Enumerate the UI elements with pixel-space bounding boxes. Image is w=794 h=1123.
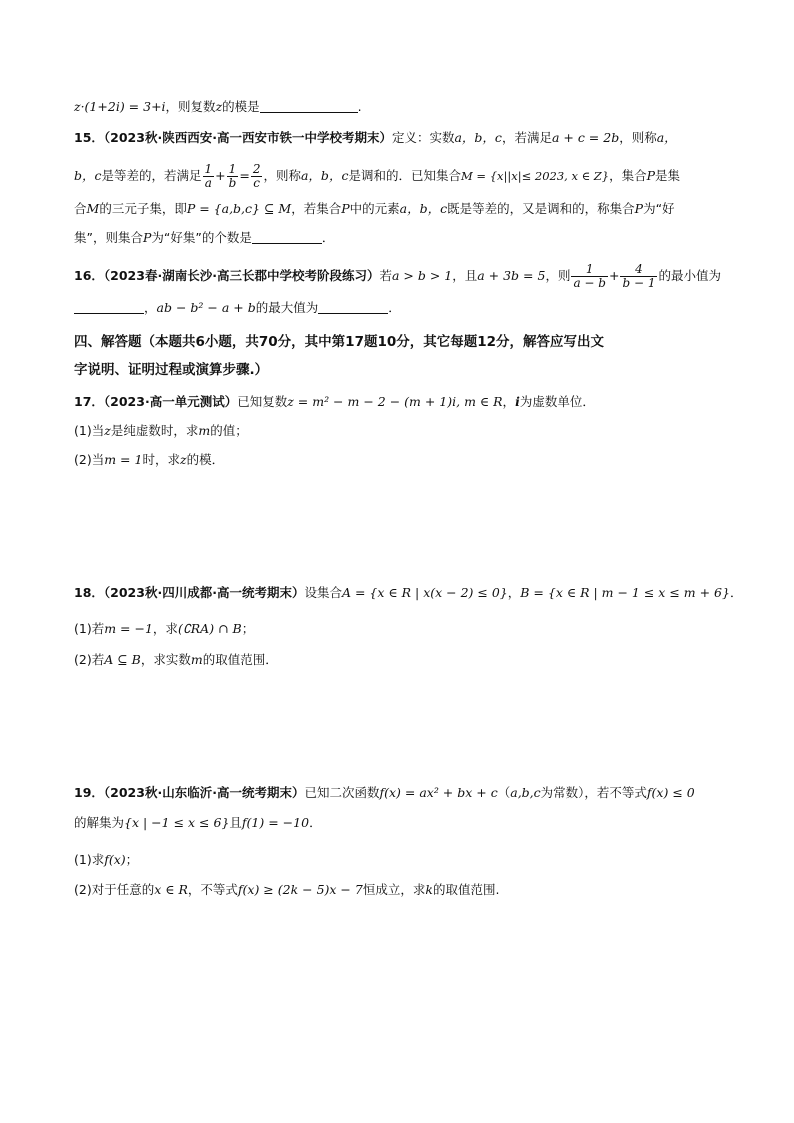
q15-line-2 <box>74 163 734 190</box>
q18-text: ； <box>241 621 255 636</box>
q15-math: b，c <box>74 168 102 183</box>
q19-source: （2023秋·山东临沂·高一统考期末） <box>103 785 305 800</box>
fraction <box>203 163 215 190</box>
q16-math: ab − b² − a + b <box>156 300 256 315</box>
q14-text: ，则复数 <box>165 99 216 114</box>
q17-math: m <box>198 423 211 438</box>
q15-text: 定义：实数 <box>391 130 455 145</box>
fraction <box>620 263 657 290</box>
numerator: 4 <box>620 263 657 277</box>
q15-text: 中的元素 <box>349 201 400 216</box>
q16-line-2 <box>74 298 734 318</box>
answer-blank[interactable] <box>252 229 322 244</box>
q17-math: z <box>104 423 111 438</box>
q19-math: f(x) <box>104 852 126 867</box>
q16-text: 若 <box>379 268 392 283</box>
q19-line-2 <box>74 813 734 833</box>
q19-math: f(x) ≤ 0 <box>646 785 695 800</box>
numerator: 1 <box>571 263 608 277</box>
q16-end: ． <box>388 300 401 315</box>
q19-text: 的解集为 <box>74 815 125 830</box>
q15-text: 是等差的，若满足 <box>101 168 202 183</box>
q18-text: (1)若 <box>74 621 105 636</box>
q19-text: ； <box>125 852 139 867</box>
q14-end: . <box>357 99 362 114</box>
q18-math: A = {x ∈ R | x(x − 2) ≤ 0} <box>341 585 508 600</box>
q15-number: 15． <box>74 130 104 145</box>
q19-text: 恒成立，求 <box>362 882 426 897</box>
q18-math: (∁RA) ∩ B <box>177 621 242 636</box>
q19-text: 的取值范围. <box>432 882 500 897</box>
q17-text: 为虚数单位． <box>519 394 595 409</box>
q17-text: 是纯虚数时，求 <box>110 423 199 438</box>
q15-math: P <box>341 201 350 216</box>
q15-line-1 <box>74 128 734 148</box>
q17-math: z <box>179 452 187 467</box>
q15-math: a，b，c <box>454 130 502 145</box>
q17-math: z = m² − m − 2 − (m + 1)i, m ∈ R <box>287 394 503 409</box>
q17-number: 17． <box>74 394 104 409</box>
denominator: b <box>228 176 237 190</box>
denominator: c <box>253 176 261 190</box>
q19-text: (1)求 <box>74 852 105 867</box>
q15-math: P <box>634 201 644 216</box>
q16-number: 16． <box>74 268 104 283</box>
q19-math: {x | −1 ≤ x ≤ 6} <box>124 815 230 830</box>
plus-sign: + <box>608 268 620 283</box>
q15-text: ，集合 <box>609 168 647 183</box>
q15-math: a，b，c <box>300 168 349 183</box>
q15-text: 既是等差的，又是调和的，称集合 <box>447 201 635 216</box>
q15-end: ． <box>321 230 335 245</box>
q19-part-2 <box>74 880 734 900</box>
q16-text: 的最大值为 <box>255 300 319 315</box>
q17-math: i <box>515 394 520 409</box>
q15-text: 是集 <box>655 168 681 183</box>
q18-part-1 <box>74 619 734 639</box>
q17-text: 的模． <box>186 452 225 467</box>
q18-math: m <box>190 652 203 667</box>
q15-line-3 <box>74 199 734 219</box>
q16-text: 的最小值为 <box>658 268 721 283</box>
fraction <box>251 163 263 190</box>
q19-math: f(x) = ax² + bx + c <box>379 785 498 800</box>
q19-number: 19． <box>74 785 104 800</box>
numerator: 1 <box>227 163 239 177</box>
q15-text: 的三元子集，即 <box>99 201 187 216</box>
q15-text: ，则称 <box>263 168 301 183</box>
plus-sign: + <box>215 168 226 183</box>
q17-part-1 <box>74 421 734 441</box>
q15-text: 集”，则集合 <box>74 230 143 245</box>
q18-number: 18． <box>74 585 104 600</box>
q19-math: f(x) ≥ (2k − 5)x − 7 <box>237 882 363 897</box>
q16-text: ， <box>144 300 157 315</box>
q17-text: 已知复数 <box>237 394 288 409</box>
q14-equation: z·(1+2i) = 3+i <box>74 99 166 114</box>
q17-text: ， <box>502 394 516 409</box>
q15-math: P = {a,b,c} ⊆ M <box>186 201 292 216</box>
q18-text: (2)若 <box>74 652 105 667</box>
q15-text: ，若满足 <box>501 130 552 145</box>
q17-text: (1)当 <box>74 423 105 438</box>
q18-line-1 <box>74 583 743 603</box>
numerator: 1 <box>204 162 213 176</box>
q15-text: 是调和的．已知集合 <box>348 168 461 183</box>
q17-source: （2023·高一单元测试） <box>103 394 238 409</box>
q18-math: m = −1 <box>104 621 153 636</box>
q19-text: 为常数），若不等式 <box>540 785 647 800</box>
q19-text: ，不等式 <box>187 882 238 897</box>
q19-math: f(1) = −10 <box>241 815 310 830</box>
q18-part-2 <box>74 650 734 670</box>
answer-blank[interactable] <box>318 299 388 314</box>
q18-math: A ⊆ B <box>104 652 141 667</box>
q15-math: a + c = 2b <box>551 130 620 145</box>
q18-math: B = {x ∈ R | m − 1 ≤ x ≤ m + 6} <box>520 585 730 600</box>
q15-math: a，b，c <box>399 201 448 216</box>
q17-text: (2)当 <box>74 452 105 467</box>
q15-math: a， <box>656 130 677 145</box>
q18-text: ， <box>507 585 521 600</box>
section-heading: 四、解答题（本题共6小题，共70分，其中第17题10分，其它每题12分，解答应写出文 <box>74 334 605 350</box>
q17-text: 的值； <box>210 423 248 438</box>
q19-text: 且 <box>229 815 242 830</box>
q16-line-1 <box>74 263 734 290</box>
q16-text: ，则 <box>545 268 571 283</box>
q15-source: （2023秋·陕西西安·高一西安市铁一中学校考期末） <box>103 130 392 145</box>
q18-text: 的取值范围． <box>202 652 278 667</box>
q14-var: z <box>215 99 223 114</box>
q15-text: 合 <box>74 201 87 216</box>
q14-text2: 的模是 <box>222 99 260 114</box>
q15-text: 为“好集”的个数是 <box>151 230 252 245</box>
answer-blank[interactable] <box>74 299 144 314</box>
q18-text: ，求 <box>152 621 178 636</box>
answer-blank[interactable] <box>260 98 358 113</box>
q19-text: （ <box>497 785 511 800</box>
q15-math: M <box>86 201 100 216</box>
fraction <box>227 163 239 190</box>
q19-part-1 <box>74 850 734 870</box>
q19-text: ． <box>309 815 322 830</box>
q17-part-2 <box>74 450 734 470</box>
q18-source: （2023秋·四川成都·高一统考期末） <box>103 585 305 600</box>
q19-math: a,b,c <box>510 785 541 800</box>
q15-text: ，若集合 <box>291 201 342 216</box>
section-heading-cont: 字说明、证明过程或演算步骤.） <box>74 362 269 378</box>
q15-math: M = {x||x|≤ 2023, x ∈ Z} <box>460 169 610 183</box>
q15-line-4 <box>74 228 734 248</box>
q16-source: （2023春·湖南长沙·高三长郡中学校考阶段练习） <box>103 268 380 283</box>
q15-text: 为“好 <box>643 201 675 216</box>
numerator: 2 <box>252 162 261 176</box>
q19-text: 已知二次函数 <box>304 785 380 800</box>
q19-line-1 <box>74 783 734 803</box>
q16-math: a + 3b = 5 <box>477 268 546 283</box>
q18-text: ，求实数 <box>140 652 191 667</box>
q17-math: m = 1 <box>104 452 143 467</box>
q19-math: k <box>425 882 433 897</box>
q17-line-1 <box>74 392 734 412</box>
q14-continuation <box>74 97 734 117</box>
q15-math: P <box>142 230 152 245</box>
q19-math: x ∈ R <box>154 882 188 897</box>
denominator: b − 1 <box>622 276 656 290</box>
equals-sign: = <box>239 168 250 183</box>
q15-text: ，则称 <box>619 130 657 145</box>
q16-math: a > b > 1 <box>391 268 453 283</box>
q19-text: (2)对于任意的 <box>74 882 155 897</box>
q18-text: 设集合 <box>304 585 342 600</box>
q15-math: P <box>646 168 656 183</box>
q18-text: ． <box>729 585 743 600</box>
q17-text: 时，求 <box>142 452 180 467</box>
denominator: a <box>204 176 212 190</box>
fraction <box>571 263 608 290</box>
q16-text: ，且 <box>452 268 478 283</box>
denominator: a − b <box>573 276 606 290</box>
